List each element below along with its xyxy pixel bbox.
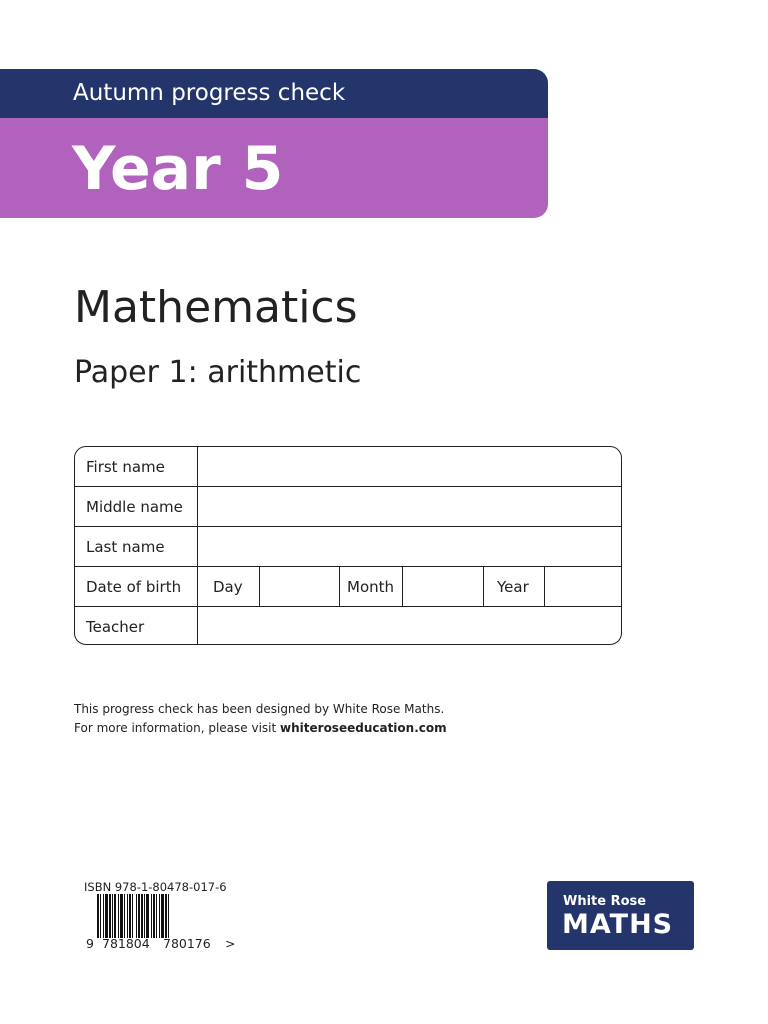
barcode-bar: [109, 894, 111, 938]
last-name-field[interactable]: [198, 527, 621, 566]
note-line-1: This progress check has been designed by White Rose Maths.: [74, 702, 445, 716]
barcode-bar: [161, 894, 164, 938]
year-label: Year: [484, 567, 545, 606]
barcode-bar: [151, 894, 152, 938]
barcode-bar: [129, 894, 131, 938]
note-line-2-prefix: For more information, please visit: [74, 721, 281, 735]
teacher-row: [75, 607, 621, 645]
middle-name-row: [75, 487, 621, 527]
barcode-bar: [127, 894, 128, 938]
barcode-bar: [168, 894, 169, 938]
middle-name-field[interactable]: [198, 487, 621, 526]
banner-subtitle: Autumn progress check: [0, 69, 548, 118]
barcode-bar: [112, 894, 113, 938]
first-name-row: [75, 447, 621, 487]
barcode-bar: [105, 894, 108, 938]
first-name-field[interactable]: [198, 447, 621, 486]
day-field[interactable]: [260, 567, 340, 606]
barcode-bar: [159, 894, 160, 938]
barcode-bar: [165, 894, 167, 938]
isbn-text: ISBN 978-1-80478-017-6: [84, 880, 227, 894]
barcode-bar: [146, 894, 149, 938]
barcode-bar: [153, 894, 155, 938]
subject-title: Mathematics: [74, 282, 358, 333]
website-link[interactable]: whiteroseeducation.com: [280, 721, 447, 735]
dob-label: Date of birth: [75, 567, 198, 606]
middle-name-label: Middle name: [75, 487, 198, 526]
barcode-quiet-marker: >: [225, 936, 236, 951]
month-label: Month: [340, 567, 403, 606]
barcode-bar: [156, 894, 157, 938]
barcode-bar: [118, 894, 119, 938]
barcode-bar: [97, 894, 99, 938]
first-name-label: First name: [75, 447, 198, 486]
barcode-bar: [114, 894, 116, 938]
barcode-bar: [103, 894, 104, 938]
logo-text-top: White Rose: [563, 894, 647, 909]
barcode-digit-lead: 9: [86, 936, 94, 951]
day-label: Day: [198, 567, 260, 606]
barcode-bar: [141, 894, 143, 938]
header-banner: [0, 69, 548, 218]
teacher-field[interactable]: [198, 607, 621, 645]
logo-text-bottom: MATHS: [562, 909, 674, 940]
barcode-bar: [138, 894, 140, 938]
barcode-bar: [132, 894, 133, 938]
barcode-bar: [100, 894, 101, 938]
barcode-bar: [144, 894, 145, 938]
student-info-table: [74, 446, 622, 645]
barcode-digits-right: 780176: [163, 936, 211, 951]
last-name-label: Last name: [75, 527, 198, 566]
barcode: [97, 894, 221, 938]
note-line-2: [74, 719, 447, 738]
banner-title: Year 5: [0, 118, 548, 218]
year-field[interactable]: [545, 567, 621, 606]
month-field[interactable]: [403, 567, 484, 606]
barcode-bar: [120, 894, 123, 938]
barcode-digits: [86, 936, 236, 952]
last-name-row: [75, 527, 621, 567]
paper-title: Paper 1: arithmetic: [74, 355, 362, 390]
info-note: [74, 700, 447, 738]
dob-row: [75, 567, 621, 607]
barcode-bar: [124, 894, 125, 938]
white-rose-maths-logo: [547, 881, 694, 950]
teacher-label: Teacher: [75, 607, 198, 645]
barcode-bar: [136, 894, 137, 938]
barcode-digits-left: 781804: [102, 936, 150, 951]
